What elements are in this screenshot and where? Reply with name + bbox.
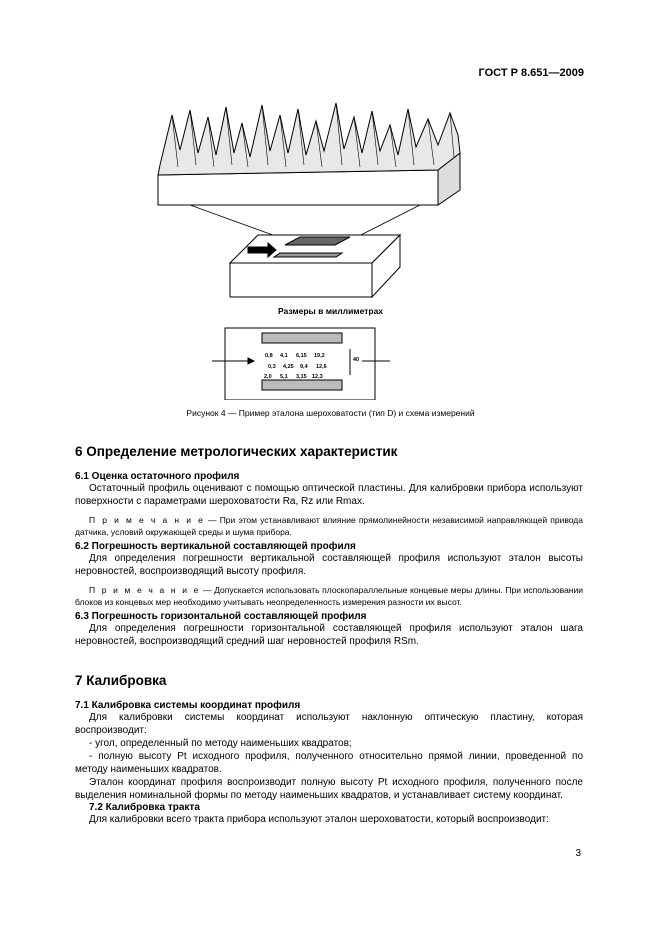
dim-label-mid-4: 12,6 [316, 364, 327, 370]
section-7-1-text-2: Эталон координат профиля воспроизводит полную высоту Pt исходного профиля, полученного после выделения номинальной формы по методу наименьших квадратов, и устанавливает систему координат. [75, 777, 583, 801]
section-7-1-title: 7.1 Калибровка системы координат профиля [75, 700, 301, 711]
section-6-1-text: Остаточный профиль оценивают с помощью оптической пластины. Для калибровки прибора используют поверхности с параметрами шероховатости Ra, Rz или Rmax. [75, 483, 583, 507]
note-text: — Допускается использовать плоскопараллельные концевые меры длины. При использовании блоков из концевых мер необходимо учитывать неопределенность измерения разности их высот. [75, 585, 583, 607]
sample-block [230, 235, 400, 297]
section-6-3-title: 6.3 Погрешность горизонтальной составляющей профиля [75, 611, 367, 622]
note-text: — При этом устанавливают влияние прямолинейности независимой направляющей привода датчика, условий окружающей среды и шума прибора. [75, 515, 583, 537]
section-6-1-note [75, 514, 583, 538]
dim-label-side: 40 [353, 357, 360, 363]
page-number: 3 [575, 848, 581, 859]
section-7-1-item-1: - угол, определенный по методу наименьших квадратов; [89, 738, 352, 749]
section-6 [75, 444, 583, 648]
magnified-profile-drawing [158, 103, 460, 205]
dim-label-bottom-4: 12,3 [312, 374, 323, 380]
figure-caption: Рисунок 4 — Пример эталона шероховатости (тип D) и схема измерений [186, 408, 475, 418]
dim-label-bottom-3: 3,15 [296, 374, 307, 380]
figure-roughness-standard [150, 95, 510, 400]
dim-label-top-4: 19,2 [314, 353, 325, 359]
note-label: П р и м е ч а н и е [89, 585, 201, 595]
dim-label-bottom-1: 2,0 [264, 374, 272, 380]
section-6-2-title: 6.2 Погрешность вертикальной составляющей профиля [75, 541, 356, 552]
section-7-2-title: 7.2 Калибровка тракта [89, 802, 200, 813]
dim-label-top-3: 6,15 [296, 353, 307, 359]
dim-label-bottom-2: 5,1 [280, 374, 288, 380]
dim-label-mid-1: 0,3 [268, 364, 276, 370]
section-6-title: 6 Определение метрологических характеристик [75, 444, 398, 459]
section-7-1-item-2: - полную высоту Pt исходного профиля, полученного относительно прямой линии, проведенной по методу наименьших квадратов. [75, 751, 583, 775]
section-7-title: 7 Калибровка [75, 673, 167, 688]
section-7 [75, 673, 583, 826]
dim-label-top-2: 4,1 [280, 353, 288, 359]
section-6-3-text: Для определения погрешности горизонтальной составляющей профиля используют эталон шага неровностей, воспроизводящий средний шаг неровностей профиля RSm. [75, 623, 583, 647]
dim-label-mid-2: 4,25 [283, 364, 294, 370]
document-id: ГОСТ Р 8.651—2009 [478, 67, 584, 79]
section-6-2-text: Для определения погрешности вертикальной составляющей профиля используют эталон высоты неровностей, воспроизводящий высоту профиля. [75, 553, 583, 577]
figure-dims-caption: Размеры в миллиметрах [277, 306, 384, 316]
section-6-1-title: 6.1 Оценка остаточного профиля [75, 471, 240, 482]
dim-label-mid-3: 9,4 [300, 364, 308, 370]
section-7-1-text: Для калибровки системы координат используют наклонную оптическую пластину, которая воспроизводит: [75, 712, 583, 736]
section-7-2-text: Для калибровки всего тракта прибора используют эталон шероховатости, который воспроизводит: [89, 814, 549, 825]
note-label: П р и м е ч а н и е [89, 515, 205, 525]
section-6-2-note [75, 584, 583, 608]
dim-label-top-1: 0,8 [265, 353, 273, 359]
